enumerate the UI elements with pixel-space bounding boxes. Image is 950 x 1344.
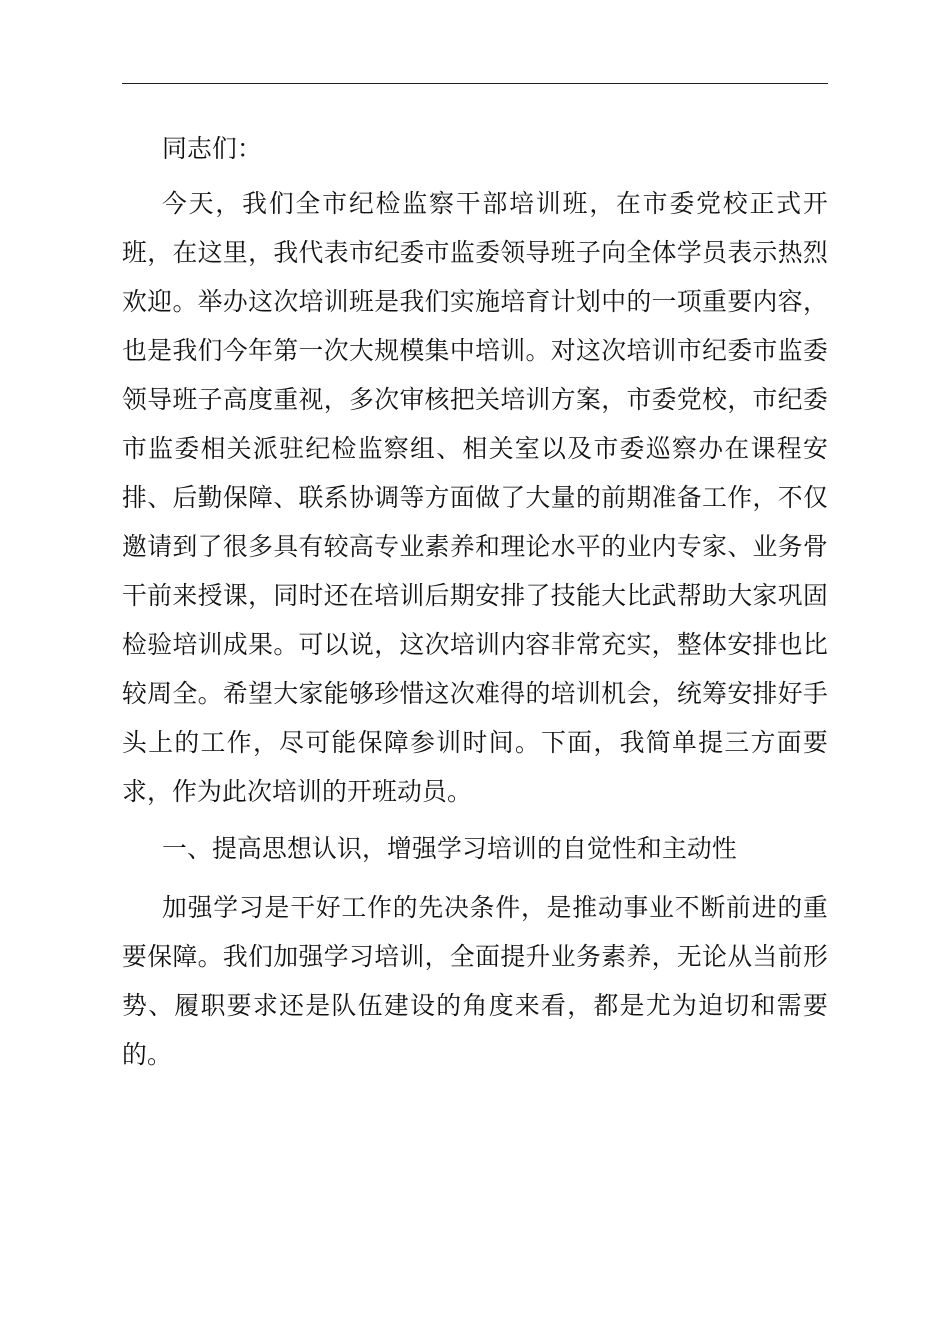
section-paragraph: 加强学习是干好工作的先决条件，是推动事业不断前进的重要保障。我们加强学习培训，全面提升业务素养，无论从当前形势、履职要求还是队伍建设的角度来看，都是尤为迫切和需要的。: [122, 893, 828, 1069]
header-rule: [122, 83, 828, 84]
section-heading: 一、提高思想认识，增强学习培训的自觉性和主动性: [162, 834, 737, 863]
document-body: [122, 124, 828, 1091]
opening-paragraph: 今天，我们全市纪检监察干部培训班，在市委党校正式开班，在这里，我代表市纪委市监委领导班子向全体学员表示热烈欢迎。举办这次培训班是我们实施培育计划中的一项重要内容，也是我们今年第一次大规模集中培训。对这次培训市纪委市监委领导班子高度重视，多次审核把关培训方案，市委党校，市纪委市监委相关派驻纪检监察组、相关室以及市委巡察办在课程安排、后勤保障、联系协调等方面做了大量的前期准备工作，不仅邀请到了很多具有较高专业素养和理论水平的业内专家、业务骨干前来授课，同时还在培训后期安排了技能大比武帮助大家巩固检验培训成果。可以说，这次培训内容非常充实，整体安排也比较周全。希望大家能够珍惜这次难得的培训机会，统筹安排好手头上的工作，尽可能保障参训时间。下面，我简单提三方面要求，作为此次培训的开班动员。: [122, 189, 828, 806]
salutation: 同志们：: [162, 134, 262, 163]
